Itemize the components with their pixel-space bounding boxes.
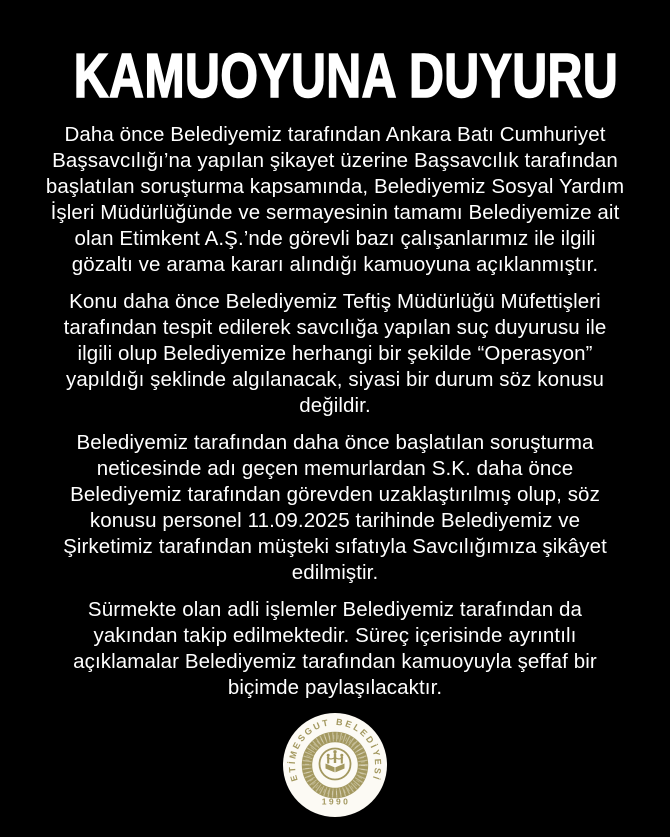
announcement-line: Konu daha önce Belediyemiz Teftiş Müdürlüğü Müfettişleri	[69, 290, 601, 313]
announcement-line: başlatılan soruşturma kapsamında, Belediyemiz Sosyal Yardım	[45, 175, 625, 198]
announcement-line: Şirketimiz tarafından müşteki sıfatıyla Savcılığımıza şikâyet	[63, 535, 607, 558]
municipality-logo	[0, 713, 670, 817]
announcement-line: konusu personel 11.09.2025 tarihinde Belediyemiz ve	[89, 509, 581, 532]
logo-year-text: 1990	[321, 796, 351, 807]
announcement-line: biçimde paylaşılacaktır.	[227, 676, 443, 699]
paragraph	[0, 122, 670, 278]
announcement-body	[0, 122, 670, 701]
announcement-line: Belediyemiz tarafından daha önce başlatılan soruşturma	[76, 431, 594, 454]
announcement-line: tarafından tespit edilerek savcılığa yapılan suç duyurusu ile	[63, 316, 607, 339]
announcement-line: İşleri Müdürlüğünde ve sermayesinin tamamı Belediyemize ait	[50, 201, 620, 224]
announcement-line: Daha önce Belediyemiz tarafından Ankara Batı Cumhuriyet	[64, 123, 606, 146]
announcement-line: açıklamalar Belediyemiz tarafından kamuoyuyla şeffaf bir	[73, 650, 597, 673]
announcement-line: değildir.	[299, 394, 371, 417]
announcement-line: olan Etimkent A.Ş.’nde görevli bazı çalışanlarımız ile ilgili	[74, 227, 596, 250]
announcement-line: yapıldığı şeklinde algılanacak, siyasi bir durum söz konusu	[65, 368, 605, 391]
announcement-line: edilmiştir.	[291, 561, 379, 584]
announcement-line: Belediyemiz tarafından görevden uzaklaştırılmış olup, söz	[70, 483, 600, 506]
announcement-line: Sürmekte olan adli işlemler Belediyemiz tarafından da	[87, 598, 583, 621]
paragraph	[0, 597, 670, 701]
logo-organization-text: ETİMESGUT BELEDİYESİ	[286, 716, 384, 783]
announcement-line: Başsavcılığı’na yapılan şikayet üzerine Başsavcılık tarafından	[52, 149, 618, 172]
paragraph	[0, 289, 670, 419]
announcement-line: ilgili olup Belediyemize herhangi bir şekilde “Operasyon”	[77, 342, 593, 365]
announcement-line: yakından takip edilmektedir. Süreç içerisinde ayrıntılı	[93, 624, 577, 647]
paragraph	[0, 430, 670, 586]
announcement-line: gözaltı ve arama kararı alındığı kamuoyuna açıklanmıştır.	[71, 253, 599, 276]
announcement-line: neticesinde adı geçen memurlardan S.K. daha önce	[96, 457, 574, 480]
announcement-title: KAMUOYUNA DUYURU	[73, 42, 619, 111]
municipal-seal-icon	[283, 713, 387, 817]
